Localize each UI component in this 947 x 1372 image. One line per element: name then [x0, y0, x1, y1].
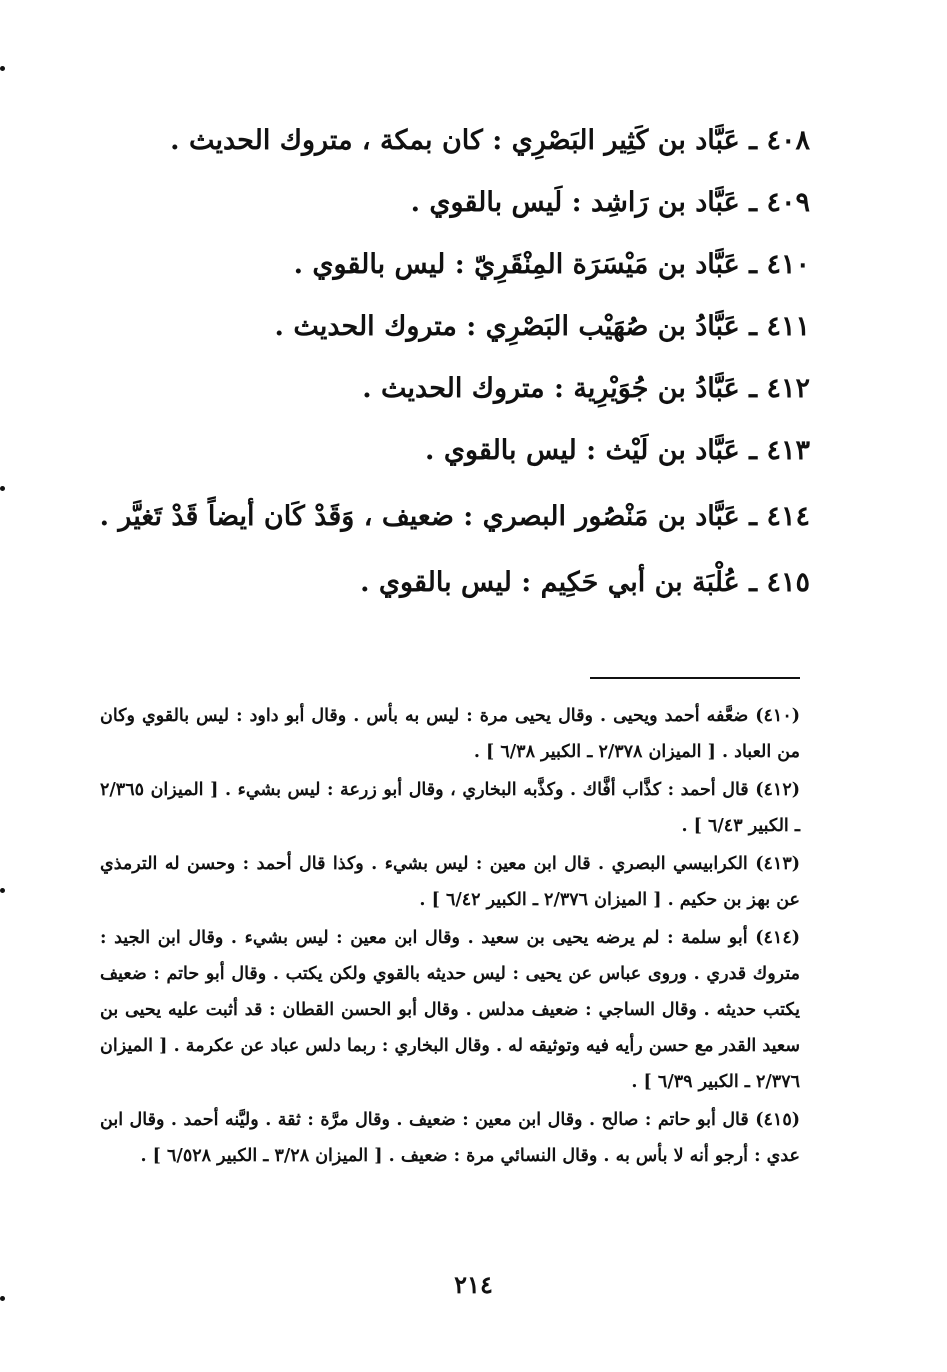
scan-speck: [0, 888, 5, 893]
footnote-415: [100, 1102, 800, 1174]
footnote-text: (٤١٠) ضعَّفه أحمد ويحيى . وقال يحيى مرة : ليس به بأس . وقال أبو داود : ليس بالقوي وكان من العباد .: [100, 706, 800, 762]
entry-411: ٤١١ ـ عَبَّادُ بن صُهَيْب البَصْرِي : متروك الحديث .: [274, 311, 810, 342]
footnote-410: [100, 698, 800, 770]
entry-409: ٤٠٩ ـ عَبَّاد بن رَاشِد : لَيس بالقوي .: [410, 187, 810, 218]
footnote-text: (٤١٤) أبو سلمة : لم يرضه يحيى بن سعيد . وقال ابن معين : ليس بشيء . وقال ابن الجيد : متروك قدري . وروى عباس عن يحيى : ليس حديثه بالقوي ولكن يكتب . وقال أبو حاتم : ضعيف يكتب حديثه . وقال الساجي : ضعيف مدلس . وقال أبو الحسن القطان : قد أثبت عليه يحيى بن سعيد القدر مع حسن رأيه فيه وتوثيقه له . وقال البخاري : ربما دلس عباد عن عكرمة .: [100, 928, 801, 1056]
scan-speck: [0, 66, 5, 71]
footnote-414: [100, 920, 800, 1100]
footnote-separator: [590, 677, 800, 679]
entry-412: ٤١٢ ـ عَبَّادُ بن جُوَيْرِية : متروك الحديث .: [362, 373, 810, 404]
footnote-source: [ الميزان ٢/٣٧٦ ـ الكبير ٦/٤٢ ] .: [419, 890, 662, 910]
footnote-source: [ الميزان ٢/٣٦٥ ـ الكبير ٦/٤٣ ] .: [100, 780, 800, 836]
footnotes: [100, 698, 800, 1176]
narrator-entries: [90, 118, 810, 622]
footnote-413: [100, 846, 800, 918]
entry-415: ٤١٥ ـ عُلْبَة بن أبي حَكِيم : ليس بالقوي .: [360, 567, 810, 598]
entry-408: ٤٠٨ ـ عَبَّاد بن كَثِير البَصْرِي : كان بمكة ، متروك الحديث .: [170, 125, 810, 156]
entry-410: ٤١٠ ـ عَبَّاد بن مَيْسَرَة المِنْقَرِيّ : ليس بالقوي .: [293, 249, 810, 280]
footnote-text: (٤١٣) الكرابيسي البصري . قال ابن معين : ليس بشيء . وكذا قال أحمد : وحسن له الترمذي عن بهز بن حكيم .: [100, 854, 800, 910]
page-number: ٢١٤: [454, 1270, 493, 1299]
entry-413: ٤١٣ ـ عَبَّاد بن لَيْث : ليس بالقوي .: [425, 435, 810, 466]
footnote-412: [100, 772, 800, 844]
footnote-text: (٤١٥) قال أبو حاتم : صالح . وقال ابن معين : ضعيف . وقال مرَّة : ثقة . وليَّنه أحمد . وقال ابن عدي : أرجو أنه لا بأس به . وقال النسائي مرة : ضعيف .: [100, 1110, 800, 1166]
footnote-source: [ الميزان ٢/٣٧٨ ـ الكبير ٦/٣٨ ] .: [473, 742, 716, 762]
footnote-source: [ الميزان ٢/٣٧٦ ـ الكبير ٦/٣٩ ] .: [100, 1036, 800, 1092]
footnote-text: (٤١٢) قال أحمد : كذَّاب أفَّاك . وكذَّبه البخاري ، وقال أبو زرعة : ليس بشيء .: [224, 780, 800, 800]
entry-414: ٤١٤ ـ عَبَّاد بن مَنْصُور البصري : ضعيف ، وَقَدْ كَان أيضاً قَدْ تَغيَّر .: [99, 501, 810, 532]
footnote-source: [ الميزان ٣/٢٨ ـ الكبير ٦/٥٢٨ ] .: [140, 1146, 383, 1166]
scan-speck: [0, 486, 5, 491]
